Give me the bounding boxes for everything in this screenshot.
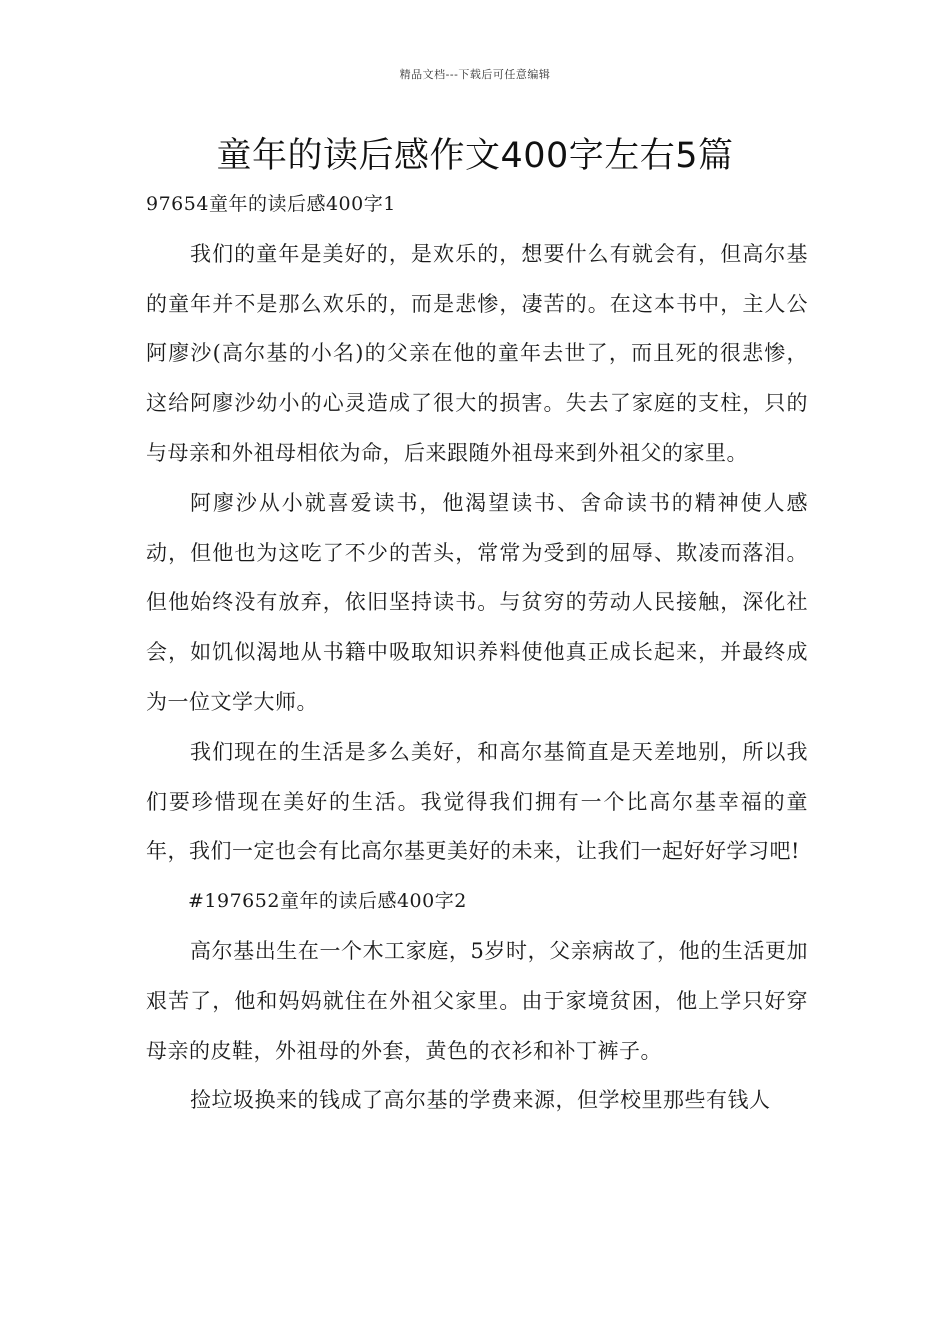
- paragraph: 阿廖沙从小就喜爱读书，他渴望读书、舍命读书的精神使人感动，但他也为这吃了不少的苦头，常常为受到的屈辱、欺凌而落泪。但他始终没有放弃，依旧坚持读书。与贫穷的劳动人民接触，深化社会，如饥似渴地从书籍中吸取知识养料使他真正成长起来，并最终成为一位文学大师。: [146, 490, 808, 714]
- paragraph: 我们的童年是美好的，是欢乐的，想要什么有就会有，但高尔基的童年并不是那么欢乐的，而是悲惨，凄苦的。在这本书中，主人公阿廖沙(高尔基的小名)的父亲在他的童年去世了，而且死的很悲惨，这给阿廖沙幼小的心灵造成了很大的损害。失去了家庭的支柱，只的与母亲和外祖母相依为命，后来跟随外祖母来到外祖父的家里。: [146, 241, 808, 465]
- paragraph: 高尔基出生在一个木工家庭，5岁时，父亲病故了，他的生活更加艰苦了，他和妈妈就住在外祖父家里。由于家境贫困，他上学只好穿母亲的皮鞋，外祖母的外套，黄色的衣衫和补丁裤子。: [146, 938, 808, 1063]
- paragraph: 我们现在的生活是多么美好，和高尔基简直是天差地别，所以我们要珍惜现在美好的生活。我觉得我们拥有一个比高尔基幸福的童年，我们一定也会有比高尔基更美好的未来，让我们一起好好学习吧!: [146, 739, 808, 864]
- section-heading-2: #197652童年的读后感400字2: [188, 890, 467, 913]
- document-body: [146, 180, 808, 1126]
- section-heading-1: 97654童年的读后感400字1: [146, 193, 396, 215]
- paragraph: 捡垃圾换来的钱成了高尔基的学费来源，但学校里那些有钱人: [190, 1088, 771, 1113]
- header-note: 精品文档---下载后可任意编辑: [399, 68, 551, 81]
- document-title: 童年的读后感作文400字左右5篇: [216, 136, 734, 176]
